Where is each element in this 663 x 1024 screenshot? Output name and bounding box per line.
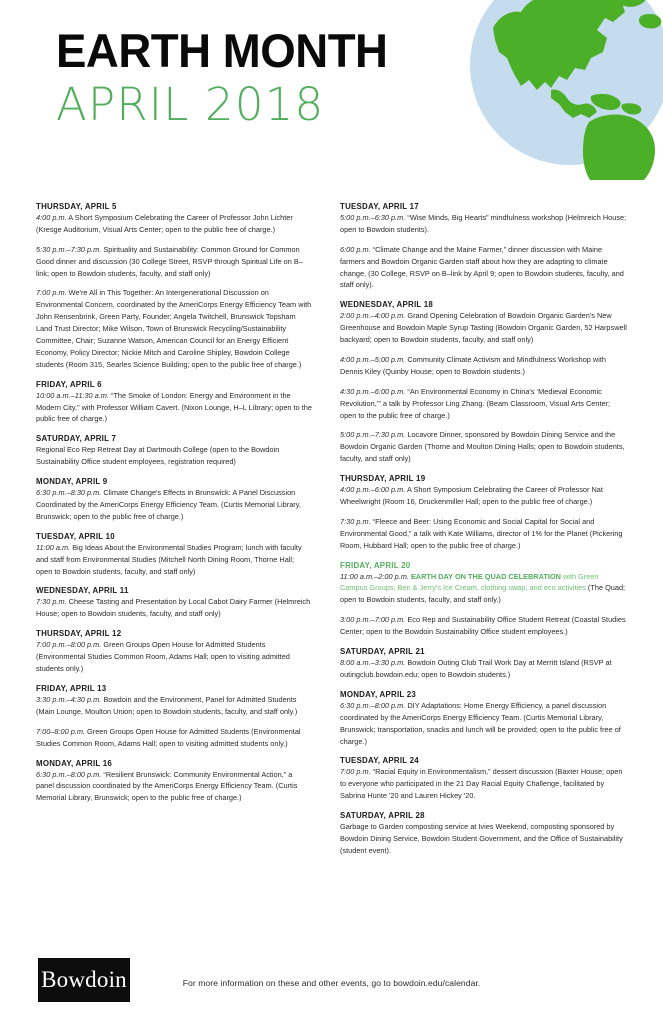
globe-earth-icon <box>455 0 663 180</box>
events-column-left <box>36 193 312 857</box>
event-description: Spirituality and Sustainability: Common Ground for Common Good dinner and discussion (30 College Street, RSVP through Spiritual Life on B–link; open to Bowdoin students, faculty, and staff only) <box>36 244 303 278</box>
event-description: DIY Adaptations: Home Energy Efficiency, a panel discussion coordinated by the AmeriCorps Energy Efficiency Team. (Curtis Memorial Library, Brunswick; transportation, snacks and lunch will be provided; open to the public free of charge.) <box>340 700 621 746</box>
day-group <box>36 586 312 620</box>
bowdoin-logo-text: Bowdoin <box>41 967 127 992</box>
events-column-right <box>340 193 627 857</box>
event-description: “Climate Change and the Maine Farmer,” dinner discussion with Maine farmers and Bowdoin Organic Garden staff about how they are adapting to climate change, (30 College, RSVP on B–link by April 9; open to Bowdoin students, faculty, and staff only). <box>340 244 624 290</box>
event-time: 5:30 p.m.–7:30 p.m. <box>36 244 102 254</box>
event-description: (The Quad; open to Bowdoin students, faculty, and staff only.) <box>340 583 626 605</box>
event-description: Grand Opening Celebration of Bowdoin Organic Garden's New Greenhouse and Bowdoin Maple Syrup Tasting (Bowdoin Organic Garden, 52 Harpswell backyard; open to Bowdoin students, faculty, and staff only) <box>340 311 627 345</box>
day-heading: WEDNESDAY, APRIL 18 <box>340 300 434 310</box>
footer-note: For more information on these and other events, go to bowdoin.edu/calendar. <box>182 978 481 988</box>
event-entry <box>36 487 312 523</box>
day-heading: MONDAY, APRIL 23 <box>340 689 417 699</box>
event-description: Garbage to Garden composting service at Ivies Weekend, composting sponsored by Bowdoin Dining Service, Bowdoin Student Government, and the Office of Sustainability (student event). <box>340 822 623 855</box>
day-heading: WEDNESDAY, APRIL 11 <box>36 586 129 596</box>
event-entry <box>36 244 312 280</box>
event-description: Climate Change's Effects in Brunswick: A Panel Discussion Coordinated by the AmeriCorps Energy Efficiency Team. (Curtis Memorial Library, Brunswick; open to the public free of charge.) <box>36 488 301 521</box>
day-group <box>340 811 627 857</box>
day-group <box>36 759 312 805</box>
event-description: Regional Eco Rep Retreat Day at Dartmouth College (open to the Bowdoin Sustainability Office student employees, registration required) <box>36 445 280 467</box>
day-heading: MONDAY, APRIL 9 <box>36 477 108 487</box>
event-time: 7:30 p.m. <box>36 597 67 607</box>
day-heading: FRIDAY, APRIL 13 <box>36 683 107 693</box>
event-time: 4:00 p.m.–6:00 p.m. <box>340 485 406 495</box>
event-time: 11:00 a.m. <box>36 542 71 552</box>
event-time: 7:00 p.m.–8:00 p.m. <box>36 640 102 650</box>
event-time: 10:00 a.m.–11:30 a.m. <box>36 390 109 400</box>
day-group <box>36 434 312 468</box>
event-entry <box>340 571 627 607</box>
event-entry <box>340 212 627 236</box>
day-group <box>340 756 627 802</box>
event-time: 6:30 p.m.–8:00 p.m. <box>36 769 102 779</box>
event-description: Community Climate Activism and Mindfulness Workshop with Dennis Kiley (Quinby House; open to Bowdoin students.) <box>340 355 606 376</box>
day-group <box>340 690 627 748</box>
event-entry <box>340 386 627 422</box>
event-entry <box>340 657 627 681</box>
event-highlight-bold: EARTH DAY ON THE QUAD CELEBRATION <box>408 571 561 581</box>
event-time: 7:00 p.m. <box>36 288 67 298</box>
event-time: 2:00 p.m.–4:00 p.m. <box>340 311 406 321</box>
event-entry <box>36 639 312 675</box>
day-group <box>340 647 627 681</box>
day-heading: SATURDAY, APRIL 28 <box>340 811 425 821</box>
event-description: “The Smoke of London: Energy and Environment in the Modern City,” with Professor William Cavert. (Nixon Lounge, H–L Library; open to the public free of charge.) <box>36 390 312 424</box>
event-time: 6:30 p.m.–8:30 p.m. <box>36 488 102 498</box>
event-entry <box>340 310 627 346</box>
event-description: A Short Symposium Celebrating the Career of Professor John Lichter (Kresge Auditorium, Visual Arts Center; open to the public free of charge.) <box>36 213 293 234</box>
event-entry <box>340 614 627 638</box>
day-heading: TUESDAY, APRIL 24 <box>340 756 419 766</box>
poster-footer <box>0 950 663 1024</box>
event-description: Locavore Dinner, sponsored by Bowdoin Dining Service and the Bowdoin Organic Garden (Thorne and Moulton Dining Halls; open to Bowdoin students, faculty, and staff only) <box>340 430 625 464</box>
event-entry <box>340 700 627 748</box>
event-entry <box>340 354 627 378</box>
event-description: Eco Rep and Sustainability Office Student Retreat (Coastal Studies Center; open to the Bowdoin Sustainability Office student employees.) <box>340 615 626 637</box>
event-time: 3:00 p.m.–7:00 p.m. <box>340 615 406 625</box>
event-description: “An Environmental Economy in China's ‘Medieval Economic Revolution,’” a talk by Professor Ling Zhang. (Beam Classroom, Visual Arts Center; open to the public free of charge.) <box>340 386 611 420</box>
event-entry <box>340 821 627 857</box>
day-heading: THURSDAY, APRIL 12 <box>36 629 122 639</box>
event-description: “Racial Equity in Environmentalism,” dessert discussion (Baxter House; open to everyone who participated in the 21 Day Racial Equity Challenge, facilitated by Sabrina Hunte '20 and Lauren Hickey '20. <box>340 767 623 801</box>
day-heading: FRIDAY, APRIL 20 <box>340 560 411 570</box>
event-time: 3:30 p.m.–4:30 p.m. <box>36 694 102 704</box>
day-group <box>36 202 312 371</box>
day-group <box>36 629 312 675</box>
event-time: 4:30 p.m.–6:00 p.m. <box>340 386 406 396</box>
day-group <box>340 561 627 638</box>
event-entry <box>340 766 627 802</box>
day-heading: MONDAY, APRIL 16 <box>36 758 113 768</box>
day-group <box>36 380 312 426</box>
event-entry <box>36 390 312 426</box>
event-time: 5:00 p.m.–7:30 p.m. <box>340 430 406 440</box>
day-heading: TUESDAY, APRIL 17 <box>340 202 419 211</box>
title-block <box>56 24 398 132</box>
event-description: “Resilient Brunswick: Community Environmental Action,” a panel discussion coordinated by the AmeriCorps Energy Efficiency Team. (Curtis Memorial Library, Brunswick; open to the public free of charge.) <box>36 769 298 803</box>
event-description: Big Ideas About the Environmental Studies Program; lunch with faculty and staff from Environmental Studies (Mitchell North Dining Room, Thorne Hall; open to Bowdoin students, faculty, and staff only) <box>36 542 302 576</box>
event-time: 7:00–8:00 p.m. <box>36 726 85 736</box>
event-time: 8:00 a.m.–3:30 p.m. <box>340 658 406 668</box>
day-group <box>340 202 627 291</box>
event-time: 7:30 p.m. <box>340 516 371 526</box>
day-group <box>36 532 312 578</box>
event-entry <box>36 596 312 620</box>
event-entry <box>36 694 312 718</box>
day-heading: SATURDAY, APRIL 21 <box>340 647 425 657</box>
day-group <box>340 474 627 551</box>
day-heading: TUESDAY, APRIL 10 <box>36 531 115 541</box>
event-description: Bowdoin and the Environment, Panel for Admitted Students (Main Lounge, Moulton Union; open to Bowdoin students, faculty, and staff only.) <box>36 694 298 716</box>
event-time: 6:30 p.m.–8:00 p.m. <box>340 700 406 710</box>
event-entry <box>36 212 312 236</box>
event-entry <box>340 244 627 292</box>
events-columns <box>0 193 663 857</box>
event-time: 5:00 p.m.–6:30 p.m. <box>340 213 406 222</box>
event-time: 11:00 a.m.–2:00 p.m. <box>340 571 409 581</box>
event-description: “Fleece and Beer: Using Economic and Social Capital for Social and Environmental Good,” a talk with Kate Williams, director of 1% for the Planet (Pickering Room, Hubbard Hall; open to the public free of charge.) <box>340 516 623 550</box>
event-entry <box>340 484 627 508</box>
event-highlight: with Green Campus Groups, Ben & Jerry's Ice Cream, clothing swap, and eco activities <box>340 571 599 593</box>
page-title: EARTH MONTH <box>56 24 388 77</box>
event-time: 7:00 p.m. <box>340 767 371 777</box>
day-heading: FRIDAY, APRIL 6 <box>36 379 102 389</box>
event-description: We're All in This Together: An Intergenerational Discussion on Environmental Concern, coordinated by the AmeriCorps Energy Efficiency Team with John Rensenbrink, Green Party, Founder; Angela Twitchell, Brunswick Topsham Land Trust Director; Mike Wilson, Town of Brunswick Recycling/Sustainability Committee, Chair; Suzanne Watson, American Council for an Energy Efficient Economy, Policy Director; Nickie Mitch and Caroline Shipley, Bowdoin College students (Room 315, Searles Science Building; open to the public free of charge.) <box>36 288 312 369</box>
day-heading: THURSDAY, APRIL 5 <box>36 202 117 211</box>
page-subtitle: APRIL 2018 <box>56 78 325 132</box>
event-entry <box>340 516 627 552</box>
event-entry <box>36 542 312 578</box>
event-entry <box>36 769 312 805</box>
event-time: 4:00 p.m.–5:00 p.m. <box>340 355 406 365</box>
event-time: 4:00 p.m. <box>36 213 67 222</box>
day-heading: SATURDAY, APRIL 7 <box>36 434 117 444</box>
event-description: Green Groups Open House for Admitted Students (Environmental Studies Common Room, Adams Hall; open to visiting admitted students only.) <box>36 640 290 674</box>
event-description: A Short Symposium Celebrating the Career of Professor Nat Wheelwright (Room 16, Druckenmiller Hall; open to the public free of charge.) <box>340 485 603 507</box>
event-entry <box>36 726 312 750</box>
poster-header <box>0 0 663 180</box>
day-group <box>340 300 627 465</box>
event-entry <box>36 287 312 370</box>
day-group <box>36 477 312 523</box>
event-description: Green Groups Open House for Admitted Students (Environmental Studies Common Room, Adams Hall; open to visiting admitted students only.) <box>36 726 301 748</box>
event-time: 6:00 p.m. <box>340 244 371 254</box>
day-group <box>36 684 312 750</box>
event-description: Cheese Tasting and Presentation by Local Cabot Dairy Farmer (Helmreich House; open to Bowdoin students, faculty, and staff only) <box>36 597 311 619</box>
day-heading: THURSDAY, APRIL 19 <box>340 474 426 484</box>
event-entry <box>36 444 312 468</box>
event-entry <box>340 429 627 465</box>
event-description: “Wise Minds, Big Hearts” mindfulness workshop (Helmreich House; open to Bowdoin students). <box>340 213 627 234</box>
event-description: Bowdoin Outing Club Trail Work Day at Merritt Island (RSVP at outingclub.bowdoin.edu; open to Bowdoin students.) <box>340 658 612 679</box>
